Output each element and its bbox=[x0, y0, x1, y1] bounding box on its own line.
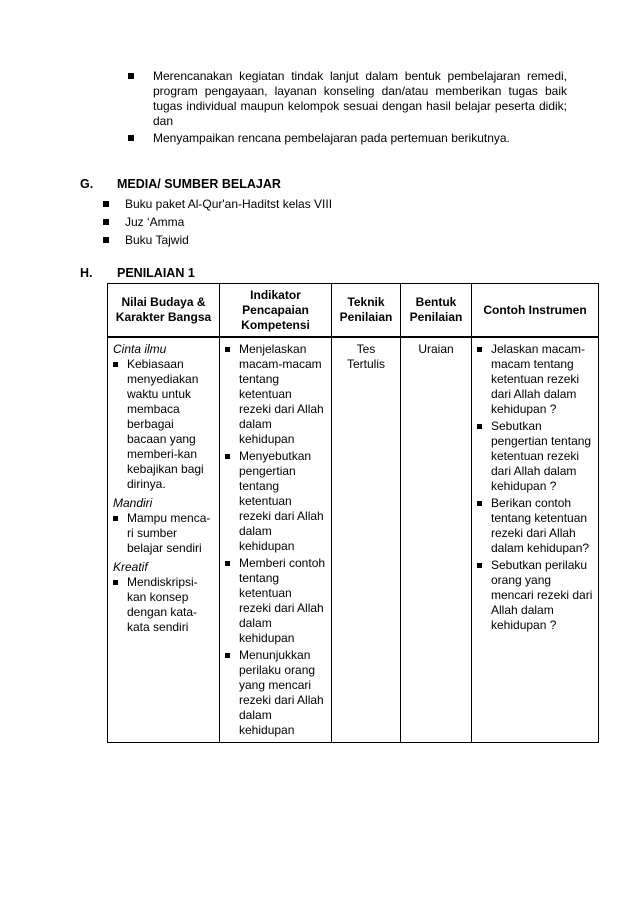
value-label: Kreatif bbox=[113, 560, 148, 574]
list-item: Berikan contoh tentang ketentuan rezeki dari Allah dalam kehidupan? bbox=[477, 496, 593, 556]
header-indikator: Indikator Pencapaian Kompetensi bbox=[220, 284, 332, 338]
section-h-title: PENILAIAN 1 bbox=[117, 266, 195, 280]
section-h-letter: H. bbox=[80, 266, 93, 280]
value-list bbox=[113, 511, 214, 556]
list-item: Memberi contoh tentang ketentuan rezeki dari Allah dalam kehidupan bbox=[225, 556, 326, 646]
list-item: Menunjukkan perilaku orang yang mencari rezeki dari Allah dalam kehidupan bbox=[225, 648, 326, 738]
list-item: Jelaskan macam-macam tentang ketentuan rezeki dari Allah dalam kehidupan ? bbox=[477, 342, 593, 417]
teknik-cell: Tes Tertulis bbox=[332, 337, 401, 743]
followup-bullet-list bbox=[117, 69, 567, 148]
list-item: Juz ‘Amma bbox=[87, 215, 487, 230]
list-item: Merencanakan kegiatan tindak lanjut dalam bentuk pembelajaran remedi, program pengayaan, layanan konseling dan/atau memberikan tugas baik tugas individual maupun kelompok sesuai dengan hasil belajar peserta didik; dan bbox=[117, 69, 567, 129]
section-g-title: MEDIA/ SUMBER BELAJAR bbox=[117, 177, 281, 191]
indicators-cell bbox=[220, 337, 332, 743]
list-item: Sebutkan perilaku orang yang mencari rezeki dari Allah dalam kehidupan ? bbox=[477, 558, 593, 633]
list-item: Menyebutkan pengertian tentang ketentuan rezeki dari Allah dalam kehidupan bbox=[225, 449, 326, 554]
instrumen-list bbox=[477, 342, 593, 633]
list-item: Kebiasaan menyediakan waktu untuk membaca berbagai bacaan yang memberi-kan kebajikan bagi dirinya. bbox=[113, 357, 214, 492]
section-h-heading bbox=[80, 266, 195, 281]
header-bentuk: Bentuk Penilaian bbox=[401, 284, 472, 338]
list-item: Mampu menca-ri sumber belajar sendiri bbox=[113, 511, 214, 556]
list-item: Buku Tajwid bbox=[87, 233, 487, 248]
list-item: Menjelaskan macam-macam tentang ketentuan rezeki dari Allah dalam kehidupan bbox=[225, 342, 326, 447]
section-g-letter: G. bbox=[80, 177, 94, 191]
value-list bbox=[113, 357, 214, 492]
value-label: Mandiri bbox=[113, 496, 153, 510]
assessment-table bbox=[107, 283, 599, 743]
value-list bbox=[113, 575, 214, 635]
table-header-row bbox=[108, 284, 599, 338]
header-teknik: Teknik Penilaian bbox=[332, 284, 401, 338]
list-item: Menyampaikan rencana pembelajaran pada pertemuan berikutnya. bbox=[117, 131, 567, 146]
indicator-list bbox=[225, 342, 326, 738]
section-g-heading bbox=[80, 177, 281, 192]
values-cell bbox=[108, 337, 220, 743]
header-nilai-budaya: Nilai Budaya & Karakter Bangsa bbox=[108, 284, 220, 338]
list-item: Buku paket Al-Qur'an-Haditst kelas VIII bbox=[87, 197, 487, 212]
media-list bbox=[87, 197, 487, 251]
list-item: Sebutkan pengertian tentang ketentuan rezeki dari Allah dalam kehidupan ? bbox=[477, 419, 593, 494]
value-label: Cinta ilmu bbox=[113, 342, 167, 356]
instrumen-cell bbox=[472, 337, 599, 743]
bentuk-cell: Uraian bbox=[401, 337, 472, 743]
table-row bbox=[108, 337, 599, 743]
list-item: Mendiskripsi-kan konsep dengan kata-kata sendiri bbox=[113, 575, 214, 635]
header-contoh-instrumen: Contoh Instrumen bbox=[472, 284, 599, 338]
